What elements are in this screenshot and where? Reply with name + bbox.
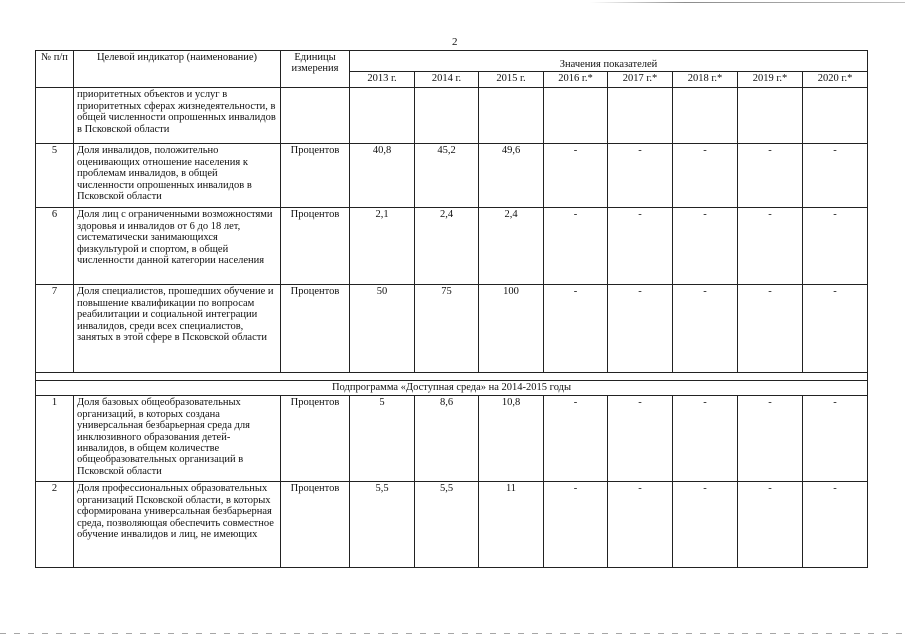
- unit-cell: Процентов: [281, 144, 350, 208]
- table-row: [36, 285, 868, 373]
- value-cell: -: [738, 285, 803, 373]
- value-cell: [738, 88, 803, 144]
- indicator-name: Доля профессиональных образовательных организаций Псковской области, в которых сформирована универсальная безбарьерная среда, позволяющая обеспечить совместное обучение инвалидов и лиц, не имеющих: [74, 482, 281, 568]
- table-spacer-row: [36, 373, 868, 381]
- value-cell: -: [738, 482, 803, 568]
- value-cell: 8,6: [415, 396, 479, 482]
- value-cell: [803, 88, 868, 144]
- value-cell: -: [608, 144, 673, 208]
- table-row: [36, 88, 868, 144]
- unit-cell: Процентов: [281, 208, 350, 285]
- value-cell: 2,4: [415, 208, 479, 285]
- value-cell: 5,5: [350, 482, 415, 568]
- header-unit: Единицы измерения: [281, 51, 350, 88]
- value-cell: -: [803, 482, 868, 568]
- row-number: 1: [36, 396, 74, 482]
- indicator-name: Доля инвалидов, положительно оценивающих отношение населения к проблемам инвалидов, в общей численности опрошенных инвалидов в Псковской области: [74, 144, 281, 208]
- value-cell: -: [608, 208, 673, 285]
- value-cell: -: [738, 144, 803, 208]
- row-number: 2: [36, 482, 74, 568]
- row-number: [36, 88, 74, 144]
- header-values-group: Значения показателей: [350, 51, 868, 72]
- value-cell: -: [673, 482, 738, 568]
- header-year: 2016 г.*: [544, 72, 608, 88]
- value-cell: -: [803, 144, 868, 208]
- subprogram-title: Подпрограмма «Доступная среда» на 2014-2015 годы: [36, 381, 868, 396]
- indicator-name: Доля специалистов, прошедших обучение и повышение квалификации по вопросам реабилитации и социальной интеграции инвалидов, среди всех специалистов, занятых в этой сфере в Псковской области: [74, 285, 281, 373]
- row-number: 5: [36, 144, 74, 208]
- unit-cell: Процентов: [281, 285, 350, 373]
- table-row: [36, 482, 868, 568]
- value-cell: [479, 88, 544, 144]
- value-cell: [673, 88, 738, 144]
- header-year: 2019 г.*: [738, 72, 803, 88]
- scan-artifact-top: [590, 2, 905, 3]
- value-cell: -: [803, 396, 868, 482]
- unit-cell: Процентов: [281, 396, 350, 482]
- value-cell: -: [544, 208, 608, 285]
- value-cell: 75: [415, 285, 479, 373]
- value-cell: -: [673, 396, 738, 482]
- value-cell: 49,6: [479, 144, 544, 208]
- header-year: 2020 г.*: [803, 72, 868, 88]
- value-cell: [608, 88, 673, 144]
- indicator-name: приоритетных объектов и услуг в приоритетных сферах жизнедеятельности, в общей численности опрошенных инвалидов в Псковской области: [74, 88, 281, 144]
- row-number: 6: [36, 208, 74, 285]
- header-year: 2013 г.: [350, 72, 415, 88]
- value-cell: -: [673, 144, 738, 208]
- table-header-row: [36, 51, 868, 72]
- value-cell: -: [673, 285, 738, 373]
- value-cell: 45,2: [415, 144, 479, 208]
- value-cell: 100: [479, 285, 544, 373]
- header-indicator-name: Целевой индикатор (наименование): [74, 51, 281, 88]
- value-cell: 2,4: [479, 208, 544, 285]
- value-cell: -: [608, 285, 673, 373]
- value-cell: -: [608, 396, 673, 482]
- header-year: 2014 г.: [415, 72, 479, 88]
- value-cell: 5,5: [415, 482, 479, 568]
- value-cell: -: [544, 396, 608, 482]
- value-cell: 40,8: [350, 144, 415, 208]
- value-cell: 10,8: [479, 396, 544, 482]
- value-cell: [415, 88, 479, 144]
- scan-artifact-bottom: [0, 633, 905, 634]
- table-row: [36, 396, 868, 482]
- value-cell: -: [738, 208, 803, 285]
- header-year: 2015 г.: [479, 72, 544, 88]
- unit-cell: [281, 88, 350, 144]
- value-cell: -: [803, 285, 868, 373]
- value-cell: -: [803, 208, 868, 285]
- indicators-table: [35, 50, 868, 568]
- header-number: № п/п: [36, 51, 74, 88]
- header-year: 2018 г.*: [673, 72, 738, 88]
- value-cell: -: [544, 144, 608, 208]
- value-cell: [350, 88, 415, 144]
- page-number: 2: [452, 36, 458, 48]
- value-cell: -: [544, 285, 608, 373]
- value-cell: -: [608, 482, 673, 568]
- table-row: [36, 144, 868, 208]
- row-number: 7: [36, 285, 74, 373]
- unit-cell: Процентов: [281, 482, 350, 568]
- value-cell: 11: [479, 482, 544, 568]
- spacer-cell: [36, 373, 868, 381]
- value-cell: 50: [350, 285, 415, 373]
- value-cell: 5: [350, 396, 415, 482]
- value-cell: -: [673, 208, 738, 285]
- table-row: [36, 208, 868, 285]
- value-cell: 2,1: [350, 208, 415, 285]
- subprogram-heading-row: [36, 381, 868, 396]
- value-cell: -: [544, 482, 608, 568]
- header-year: 2017 г.*: [608, 72, 673, 88]
- indicator-name: Доля лиц с ограниченными возможностями здоровья и инвалидов от 6 до 18 лет, систематически занимающихся физкультурой и спортом, в общей численности данной категории населения: [74, 208, 281, 285]
- value-cell: -: [738, 396, 803, 482]
- value-cell: [544, 88, 608, 144]
- indicator-name: Доля базовых общеобразовательных организаций, в которых создана универсальная безбарьерная среда для инклюзивного образования детей-инвалидов, в общем количестве общеобразовательных организаций в Псковской области: [74, 396, 281, 482]
